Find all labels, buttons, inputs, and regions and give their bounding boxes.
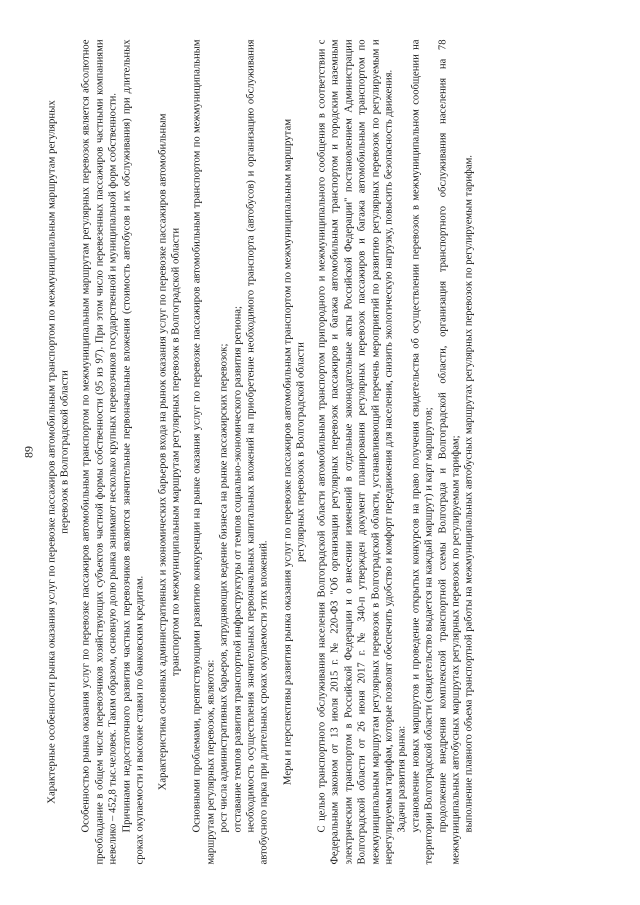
section-measures [281, 40, 476, 865]
page-number: 89 [21, 446, 36, 458]
list-item: отставание темпов развития транспортной инфраструктуры от темпов социально-экономического развития региона; [232, 306, 244, 833]
list-item: установление новых маршрутов и проведение открытых конкурсов на право получения свидетельства об осуществлении перевозок в межмуниципальном сообщении на территории Волгоградской области (свидетельство выдается на каждый маршрут) и карт маршрутов; [410, 39, 435, 865]
document-page [1, 0, 640, 905]
paragraph: Задачи развития рынка: [396, 725, 408, 833]
list-item: рост числа административных барьеров, затрудняющих ведение бизнеса на рынке пассажирских перевозок; [218, 343, 230, 833]
section-title: Характеристика основных административных и экономических барьеров входа на рынок оказания услуг по перевозке пассажиров автомобильным транспортом по межмуниципальным маршрутам регулярных перевозок в Волгоградской области [156, 113, 182, 791]
paragraph: С целью транспортного обслуживания населения Волгоградской области автомобильным транспортом пригородного и межмуниципального сообщения в соответствии с Федеральным законом от 13 июля 2015 г. № 220-ФЗ "Об организации регулярных перевозок пассажиров и багажа автомобильным транспортом и городским наземным электрическим транспортом в Российской Федерации и о внесении изменений в отдельные законодательные акты Российской Федерации" постановлением Администрации Волгоградской области от 26 июня 2017 г. № 340-п утвержден документ планирования регулярных перевозок пассажиров и багажа автомобильным транспортом по межмуниципальным маршрутам регулярных перевозок в Волгоградской области, устанавливающий перечень мероприятий по развитию регулярных перевозок по регулируемым и нерегулируемым тарифам, которые позволят обеспечить удобство и комфорт передвижения для населения, снизить экологическую нагрузку, повысить безопасность движения. [316, 39, 395, 865]
paragraph: Основными проблемами, препятствующими развитию конкуренции на рынке оказания услуг по перевозке пассажиров автомобильным транспортом по межмуниципальным маршрутам регулярных перевозок, являются: [191, 39, 217, 865]
section-characteristics [46, 40, 147, 865]
list-item: выполнение плавного объема транспортной работы на межмуниципальных автобусных маршрутах регулярных перевозок по регулируемым тарифам. [463, 155, 475, 833]
section-title: Характерные особенности рынка оказания услуг по перевозке пассажиров автомобильным транспортом по межмуниципальным маршрутам регулярных перевозок в Волгоградской области [45, 100, 71, 804]
list-item: необходимость осуществления значительных первоначальных капитальных вложений на приобретение необходимого транспорта (автобусов) и организацию обслуживания автобусного парка при длительных сроках окупаемости этих вложений. [245, 39, 270, 865]
list-item: продолжение внедрения комплексной транспортной схемы Волгограда и Волгоградской области, организация транспортного обслуживания населения на 78 межмуниципальных автобусных маршрутах регулярных перевозок по регулируемым тарифам; [437, 39, 462, 865]
section-title: Меры и перспективы развития рынка оказания услуг по перевозке пассажиров автомобильным транспортом по межмуниципальным маршрутам регулярных перевозок в Волгоградской области [281, 118, 307, 786]
paragraph: Особенностью рынка оказания услуг по перевозке пассажиров автомобильным транспортом по межмуниципальным маршрутам регулярных перевозок является абсолютное преобладание в общем числе перевозчиков хозяйствующих субъектов частной формы собственности (95 из 97). При этом число перевезенных пассажиров частными компаниями невелико – 452,8 тыс.человек. Таким образом, основную долю рынка занимают несколько крупных перевозчиков государственной и муниципальной форм собственности. [80, 39, 119, 865]
section-barriers [157, 40, 271, 865]
paragraph: Причинами недостаточного развития частных перевозчиков являются значительные первоначальные вложения (стоимость автобусов и их обслуживания) при длительных сроках окупаемости и высокие ставки по банковским кредитам. [121, 39, 146, 865]
